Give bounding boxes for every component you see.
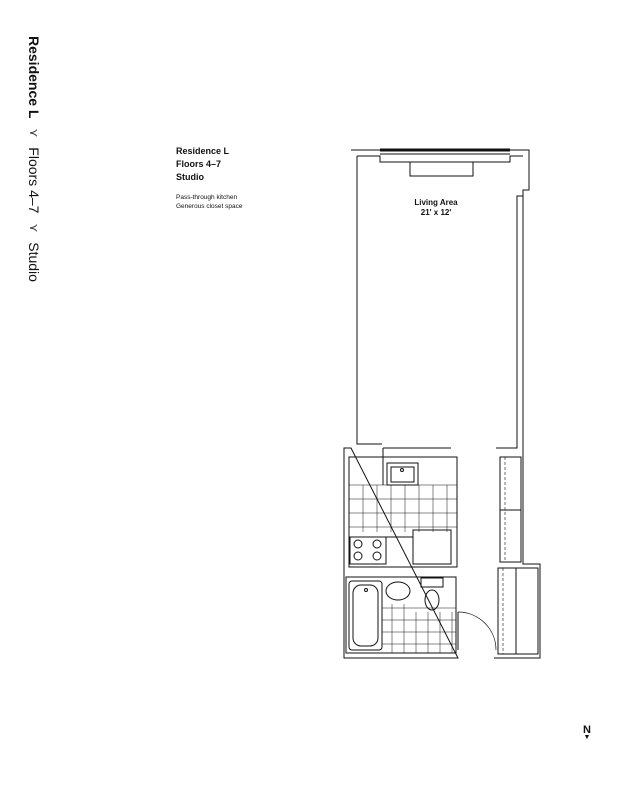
compass: [583, 724, 591, 741]
drain: [401, 469, 404, 472]
exterior-wall: [344, 150, 540, 658]
closet: [498, 568, 538, 654]
sink-icon: [386, 582, 410, 600]
north-arrow-icon: ▼: [583, 734, 591, 741]
feature-item: Pass-through kitchen: [176, 194, 238, 201]
sink-basin: [391, 467, 414, 482]
entry-door-swing: [458, 612, 496, 650]
compass-label: N: [583, 724, 591, 736]
vertical-title-residence: Residence L: [26, 36, 42, 119]
burner: [373, 540, 381, 548]
burner: [354, 552, 362, 560]
chevron-icon: ⋎: [27, 128, 41, 138]
window-sill: [410, 162, 473, 176]
refrigerator-icon: [413, 530, 451, 564]
info-residence: Residence L: [176, 146, 230, 156]
kitchen-tile-floor: [349, 485, 457, 532]
info-type: Studio: [176, 172, 204, 182]
chevron-icon: ⋎: [27, 223, 41, 233]
living-area-label: [396, 198, 476, 218]
info-floors: Floors 4–7: [176, 159, 222, 169]
toilet-tank: [421, 578, 443, 587]
feature-item: Generous closet space: [176, 203, 243, 210]
burner: [354, 540, 362, 548]
bathroom-wall: [346, 577, 456, 653]
vertical-title-type: Studio: [26, 242, 42, 282]
vertical-title-floors: Floors 4–7: [26, 147, 42, 214]
bath-tile-floor: [382, 604, 456, 653]
room-name: Living Area: [414, 198, 458, 207]
burner: [373, 552, 381, 560]
room-dimensions: 21' x 12': [420, 208, 452, 217]
